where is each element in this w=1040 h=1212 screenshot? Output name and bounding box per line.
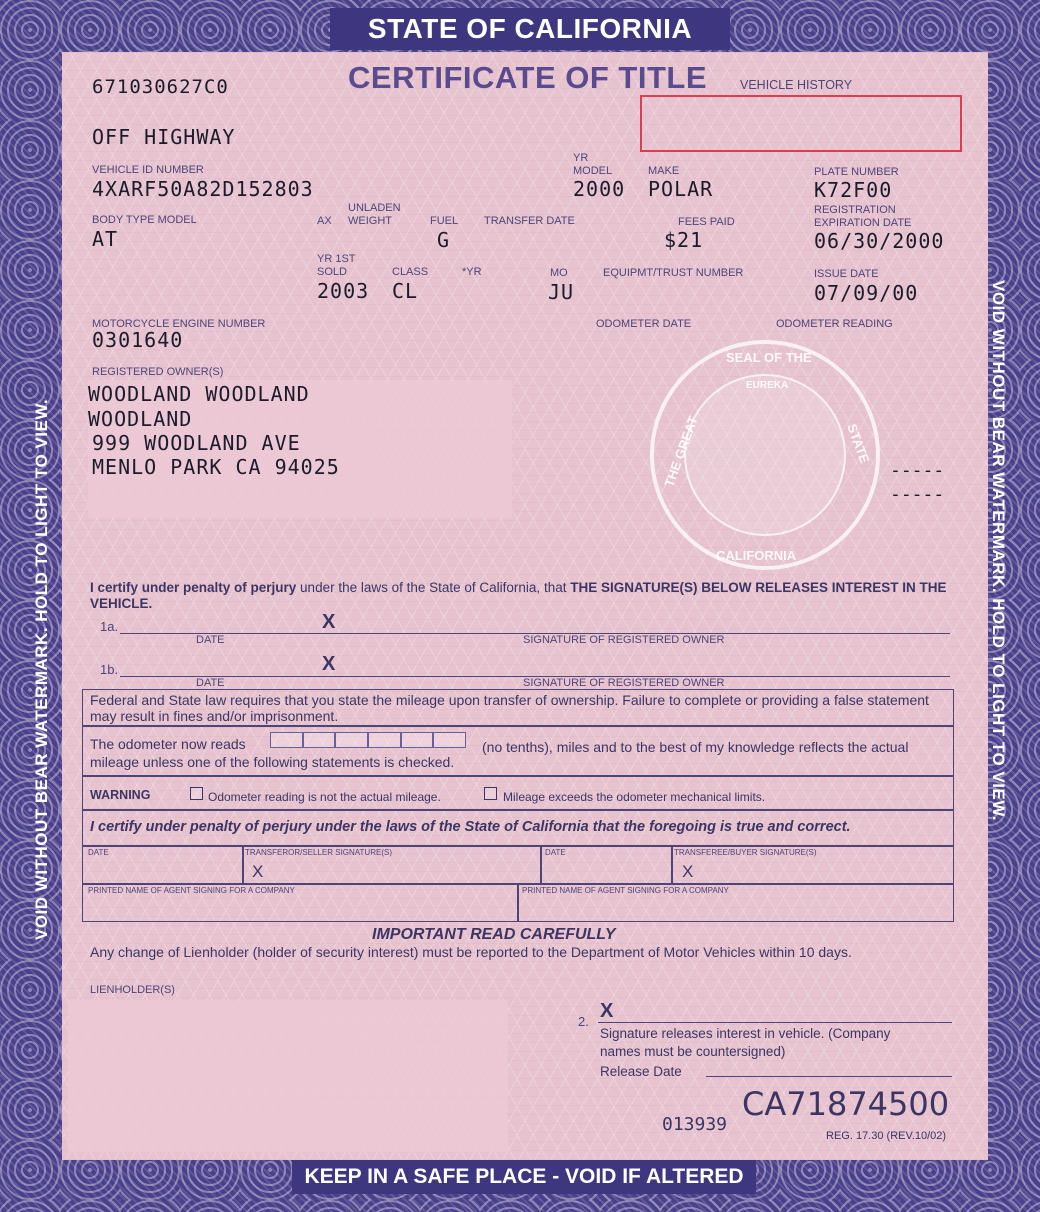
- digit-box: [401, 732, 434, 748]
- seal-inner-ring: [684, 374, 846, 536]
- cert-part-3: THE SIGNATURE(S) BELOW RELEASES INTEREST IN THE VEHICLE.: [90, 580, 947, 611]
- mileage-notice: Federal and State law requires that you state the mileage upon transfer of ownership. Failure to complete or providing a false statement may result in fines and/or imprisonment.: [90, 692, 929, 724]
- yr2-label: *YR: [462, 266, 482, 278]
- sig-1a-x: X: [322, 611, 336, 633]
- class: CL: [392, 279, 419, 303]
- digit-box: [433, 732, 466, 748]
- ax-label: AX: [317, 215, 332, 227]
- plate-number: K72F00: [814, 178, 893, 202]
- divider-1: [82, 725, 954, 727]
- odometer-post: (no tenths), miles and to the best of my knowledge reflects the actual: [482, 739, 909, 755]
- mo: JU: [548, 280, 575, 304]
- plate-label: PLATE NUMBER: [814, 166, 899, 178]
- odometer-reading-label: ODOMETER READING: [776, 318, 893, 330]
- vehicle-history-box: [640, 95, 962, 152]
- transferee-x: X: [682, 862, 694, 881]
- sig-1a-owner-label: SIGNATURE OF REGISTERED OWNER: [523, 634, 725, 646]
- certify-statement: I certify under penalty of perjury under the laws of the State of California that the foregoing is true and correct.: [90, 819, 851, 835]
- side-watermark-right: VOID WITHOUT BEAR WATERMARK. HOLD TO LIGHT TO VIEW.: [989, 280, 1008, 822]
- cert-part-1: I certify under penalty of perjury: [90, 580, 297, 595]
- vdiv-4: [517, 883, 519, 922]
- transferee-label: TRANSFEREE/BUYER SIGNATURE(S): [674, 848, 817, 857]
- owner-label: REGISTERED OWNER(S): [92, 366, 224, 378]
- footer-notice: KEEP IN A SAFE PLACE - VOID IF ALTERED: [292, 1160, 756, 1194]
- vehicle-type: OFF HIGHWAY: [92, 125, 236, 149]
- state-title: STATE OF CALIFORNIA: [330, 8, 730, 50]
- owner-line-1: WOODLAND WOODLAND: [88, 382, 310, 406]
- divider-2: [82, 775, 954, 777]
- equip-label: EQUIPMT/TRUST NUMBER: [603, 267, 744, 279]
- reg-expiration: 06/30/2000: [814, 229, 945, 253]
- sig-1b-label: 1b.: [100, 662, 119, 677]
- sold-label: SOLD: [317, 266, 347, 278]
- release-date-label: Release Date: [600, 1064, 682, 1079]
- body-type: AT: [92, 227, 119, 251]
- release-date-line: [706, 1076, 952, 1077]
- control-number: CA71874500: [742, 1085, 950, 1123]
- release-number: 2.: [578, 1014, 589, 1029]
- side-watermark-left: VOID WITHOUT BEAR WATERMARK. HOLD TO LIGHT TO VIEW.: [32, 398, 51, 940]
- digit-box: [270, 732, 303, 748]
- odometer-date-label: ODOMETER DATE: [596, 318, 692, 330]
- year-sold: 2003: [317, 279, 370, 303]
- release-x: X: [600, 1000, 614, 1022]
- vdiv-2: [540, 845, 542, 883]
- not-actual-checkbox[interactable]: [190, 787, 203, 800]
- unladen-label: UNLADEN: [348, 202, 401, 214]
- seal-text-top: SEAL OF THE: [726, 350, 812, 365]
- buyer-agent-label: PRINTED NAME OF AGENT SIGNING FOR A COMPANY: [522, 886, 729, 895]
- dashes-1: -----: [890, 460, 945, 481]
- reg-label-2: EXPIRATION DATE: [814, 217, 912, 229]
- body-type-label: BODY TYPE MODEL: [92, 214, 197, 226]
- certification-statement: [90, 580, 950, 612]
- release-text-1: Signature releases interest in vehicle. (Company: [600, 1026, 891, 1041]
- make-label: MAKE: [648, 165, 680, 177]
- digit-box: [335, 732, 368, 748]
- exceeds-limits-checkbox[interactable]: [484, 787, 497, 800]
- vehicle-id: 4XARF50A82D152803: [92, 177, 314, 201]
- fees-label: FEES PAID: [678, 216, 735, 228]
- state-seal: [650, 340, 880, 570]
- vdiv-3: [671, 845, 673, 883]
- seal-text-eureka: EUREKA: [746, 380, 789, 391]
- fuel-label: FUEL: [430, 215, 459, 227]
- yr1st-label: YR 1ST: [317, 253, 356, 265]
- odometer-pre: The odometer now reads: [90, 736, 246, 752]
- odometer-line-2: mileage unless one of the following statements is checked.: [90, 754, 455, 770]
- lienholder-whiteout-box: [68, 1000, 508, 1152]
- mo-label: MO: [550, 267, 568, 279]
- seller-date-label: DATE: [88, 848, 109, 857]
- sig-1a-date-label: DATE: [196, 634, 225, 646]
- important-heading: IMPORTANT READ CAREFULLY: [372, 926, 616, 943]
- document-title: CERTIFICATE OF TITLE: [348, 60, 708, 95]
- sig-1a-label: 1a.: [100, 619, 119, 634]
- digit-box: [368, 732, 401, 748]
- seal-text-bottom: CALIFORNIA: [716, 548, 797, 563]
- title-number: 671030627C0: [92, 76, 229, 98]
- model-label: MODEL: [573, 165, 613, 177]
- release-text-2: names must be countersigned): [600, 1044, 786, 1059]
- lienholder-label: LIENHOLDER(S): [90, 984, 175, 996]
- transferor-label: TRANSFEROR/SELLER SIGNATURE(S): [245, 848, 392, 857]
- owner-city: MENLO PARK CA 94025: [92, 455, 340, 479]
- class-label: CLASS: [392, 266, 429, 278]
- owner-line-2: WOODLAND: [88, 407, 193, 431]
- digit-box: [303, 732, 336, 748]
- fuel: G: [437, 228, 451, 252]
- lienholder-notice: Any change of Lienholder (holder of security interest) must be reported to the Department of Motor Vehicles within 10 days.: [90, 944, 852, 960]
- sig-1b-owner-label: SIGNATURE OF REGISTERED OWNER: [523, 677, 725, 689]
- buyer-date-label: DATE: [545, 848, 566, 857]
- transferor-x: X: [252, 862, 264, 881]
- transfer-date-label: TRANSFER DATE: [484, 215, 575, 227]
- owner-address: 999 WOODLAND AVE: [92, 431, 301, 455]
- fees-paid: $21: [664, 228, 704, 252]
- divider-3: [82, 809, 954, 811]
- cert-part-2: under the laws of the State of California, that: [296, 580, 571, 595]
- reg-form-number: REG. 17.30 (REV.10/02): [826, 1130, 947, 1142]
- issue-date: 07/09/00: [814, 281, 919, 305]
- reg-label-1: REGISTRATION: [814, 204, 896, 216]
- sig-1b-x: X: [322, 653, 336, 675]
- yr-label: YR: [573, 152, 589, 164]
- dashes-2: -----: [890, 484, 945, 505]
- odometer-digit-boxes: [270, 732, 466, 748]
- seller-agent-label: PRINTED NAME OF AGENT SIGNING FOR A COMPANY: [88, 886, 295, 895]
- not-actual-label: Odometer reading is not the actual mileage.: [208, 790, 441, 804]
- seal-text-right: STATE: [844, 421, 873, 466]
- serial-number: 013939: [662, 1114, 728, 1135]
- weight-label: WEIGHT: [348, 215, 392, 227]
- exceeds-limits-label: Mileage exceeds the odometer mechanical limits.: [503, 790, 766, 804]
- engine-label: MOTORCYCLE ENGINE NUMBER: [92, 318, 266, 330]
- sig-1b-date-label: DATE: [196, 677, 225, 689]
- vehicle-id-label: VEHICLE ID NUMBER: [92, 164, 204, 176]
- divider-4: [82, 845, 954, 847]
- issue-date-label: ISSUE DATE: [814, 268, 879, 280]
- warning-label: WARNING: [90, 788, 151, 802]
- release-sig-line: [598, 1022, 952, 1023]
- vdiv-1: [242, 845, 244, 883]
- engine-number: 0301640: [92, 328, 184, 352]
- vehicle-history-label: VEHICLE HISTORY: [740, 78, 853, 92]
- make: POLAR: [648, 177, 714, 201]
- year-model: 2000: [573, 177, 626, 201]
- seal-text-left: THE GREAT: [661, 414, 701, 489]
